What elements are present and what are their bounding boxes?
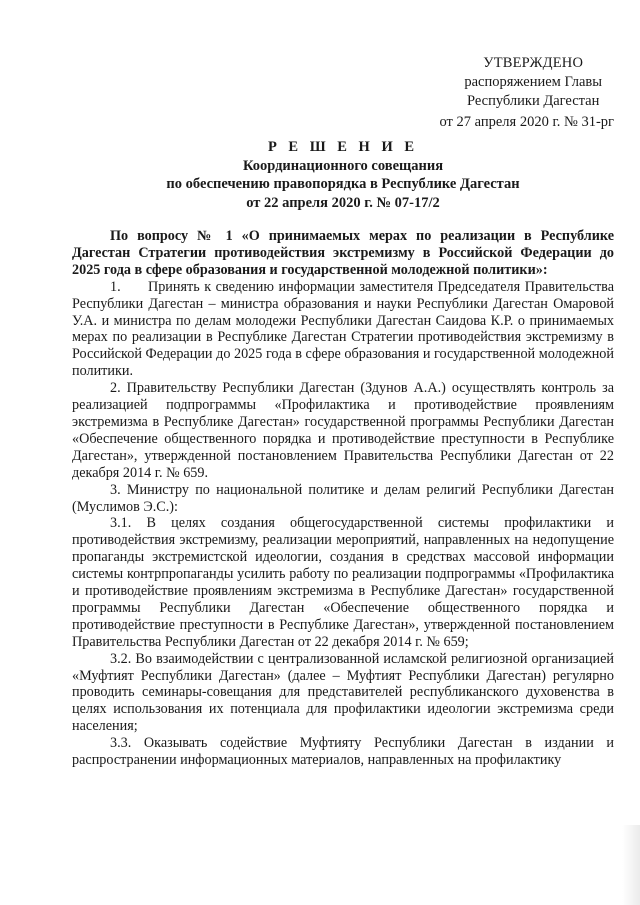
paragraph-3-1: 3.1. В целях создания общегосударственной системы профилактики и противодействия экстремизму, реализации мероприятий, направленных на недопущение пропаганды экстремистской идеологии, создания в средствах массовой информации системы контрпропаганды усилить работу по реализации подпрограммы «Профилактика и противодействие проявлениям экстремизма в Республике Дагестан» государственной программы Республики Дагестан «Обеспечение общественного порядка и противодействие преступности в Республике Дагестан», утвержденной постановлением Правительства Республики Дагестан от 22 декабря 2014 г. № 659; [72,515,614,650]
approval-stamp [464,54,602,111]
header-line-2: по обеспечению правопорядка в Республике Дагестан [166,176,520,192]
paragraph-1: 1. Принять к сведению информации заместителя Председателя Правительства Республики Дагестан – министра образования и науки Республики Дагестан Омаровой У.А. и министра по делам молодежи Республики Дагестан Саидова К.Р. о принимаемых мерах по реализации в Республике Дагестан Стратегии противодействия экстремизму в Российской Федерации до 2025 года в сфере образования и государственной молодежной политики. [72,278,614,380]
approval-date: от 27 апреля 2020 г. № 31-рг [439,114,614,130]
paragraph-3-2: 3.2. Во взаимодействии с централизованной исламской религиозной организацией «Муфтият Республики Дагестан» (далее – Муфтият Республики Дагестан) регулярно проводить семинары-совещания для представителей республиканского духовенства в целях использования их потенциала для профилактики идеологии экстремизма среди населения; [72,650,614,735]
question-heading: По вопросу № 1 «О принимаемых мерах по реализации в Республике Дагестан Стратегии противодействия экстремизму в Российской Федерации до 2025 года в сфере образования и государственной молодежной политики»: [72,228,614,278]
document-body [72,228,614,769]
header-line-1: Координационного совещания [242,157,444,174]
paragraph-3-3: 3.3. Оказывать содействие Муфтияту Республики Дагестан в издании и распространении информационных материалов, направленных на профилактику [72,735,614,769]
header-line-3: от 22 апреля 2020 г. № 07-17/2 [246,194,440,211]
document-header [72,138,614,212]
approval-line-3: Республики Дагестан [466,93,600,109]
document-title: Р Е Ш Е Н И Е [267,139,419,155]
scan-edge-shadow [622,825,640,905]
approval-title: УТВЕРЖДЕНО [483,55,584,71]
paragraph-2: 2. Правительству Республики Дагестан (Здунов А.А.) осуществлять контроль за реализацией подпрограммы «Профилактика и противодействие проявлениям экстремизма в Республике Дагестан» государственной программы Республики Дагестан «Обеспечение общественного порядка и противодействие преступности в Республике Дагестан», утвержденной постановлением Правительства Республики Дагестан от 22 декабря 2014 г. № 659. [72,380,614,481]
paragraph-3: 3. Министру по национальной политике и делам религий Республики Дагестан (Муслимов Э.С.): [72,481,614,515]
approval-line-2: распоряжением Главы [464,74,602,90]
